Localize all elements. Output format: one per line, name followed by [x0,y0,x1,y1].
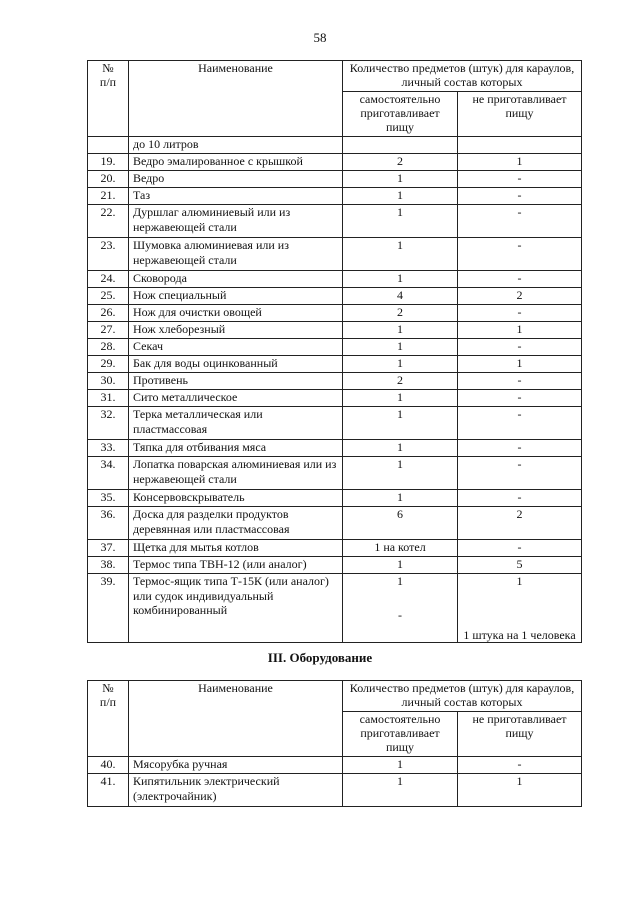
quantity-self-cook: 6 [343,507,458,540]
table-row [88,407,582,440]
quantity-not-cook: - [458,205,582,238]
quantity-self-cook: 1 [343,339,458,356]
quantity-not-cook: 1 [458,154,582,171]
item-name: Бак для воды оцинкованный [129,356,343,373]
item-name: Мясорубка ручная [129,757,343,774]
quantity-self-cook: 1 [343,557,458,574]
table-row [88,356,582,373]
item-number: 27. [88,322,129,339]
item-name: Щетка для мытья котлов [129,540,343,557]
quantity-not-cook: - [458,407,582,440]
table-row [88,507,582,540]
quantity-self-cook: 2 [343,154,458,171]
quantity-self-cook: 1 [343,407,458,440]
item-number: 28. [88,339,129,356]
item-name: Противень [129,373,343,390]
inventory-table-equipment [87,680,582,807]
page-number: 58 [313,30,327,45]
quantity-self-cook: 1 [343,774,458,807]
table-row [88,440,582,457]
quantity-self-cook: 1 [343,356,458,373]
column-header-not-cook: не приготавливает пищу [458,712,582,757]
section-title: III. Оборудование [267,650,373,665]
quantity-self-cook-alternative: - [398,607,402,622]
item-name: Лопатка поварская алюминиевая или из нержавеющей стали [129,457,343,490]
item-number: 32. [88,407,129,440]
table-row-continuation [88,137,582,154]
table-row [88,457,582,490]
quantity-self-cook: 1 [343,322,458,339]
quantity-not-cook: 1 [458,774,582,807]
quantity-self-cook: 2 [343,373,458,390]
table-row [88,757,582,774]
table-row [88,205,582,238]
item-number: 39. [88,574,129,643]
item-number: 31. [88,390,129,407]
item-number: 20. [88,171,129,188]
quantity-not-cook: 1 [516,574,523,588]
item-number: 25. [88,288,129,305]
column-header-number: № п/п [88,61,129,137]
item-name: до 10 литров [129,137,343,154]
item-name: Ведро эмалированное с крышкой [129,154,343,171]
item-name: Консервовскрыватель [129,490,343,507]
item-name: Доска для разделки продуктов деревянная или пластмассовая [129,507,343,540]
item-name: Таз [129,188,343,205]
table-row [88,188,582,205]
item-name: Дуршлаг алюминиевый или из нержавеющей стали [129,205,343,238]
inventory-table-kitchenware [87,60,582,643]
quantity-not-cook: - [458,171,582,188]
item-name: Сковорода [129,271,343,288]
quantity-self-cook: 1 [343,390,458,407]
item-name-alternative: или судок индивидуальный комбинированный [133,588,274,617]
item-number: 35. [88,490,129,507]
quantity-self-cook: 1 [343,457,458,490]
quantity-self-cook: 4 [343,288,458,305]
item-number: 37. [88,540,129,557]
table-row [88,490,582,507]
quantity-not-cook: - [458,457,582,490]
item-number: 19. [88,154,129,171]
item-number: 34. [88,457,129,490]
item-name: Сито металлическое [129,390,343,407]
quantity-self-cook: 1 [343,238,458,271]
item-name: Терка металлическая или пластмассовая [129,407,343,440]
item-number: 33. [88,440,129,457]
quantity-self-cook: 1 [343,757,458,774]
table-row [88,322,582,339]
quantity-self-cook: 1 [343,205,458,238]
quantity-not-cook-alternative: 1 штука на 1 человека [463,627,576,642]
quantity-not-cook: - [458,490,582,507]
quantity-not-cook: - [458,305,582,322]
item-number: 21. [88,188,129,205]
item-number: 41. [88,774,129,807]
item-name: Кипятильник электрический (электрочайник) [129,774,343,807]
quantity-not-cook: - [458,188,582,205]
item-name: Нож для очистки овощей [129,305,343,322]
quantity-self-cook: 2 [343,305,458,322]
table-row [88,540,582,557]
quantity-not-cook: 1 [458,322,582,339]
quantity-not-cook: - [458,238,582,271]
column-header-name: Наименование [129,61,343,137]
item-number: 23. [88,238,129,271]
column-header-self-cook: самостоятельно приготавливает пищу [343,92,458,137]
item-name: Нож хлеборезный [129,322,343,339]
quantity-not-cook: - [458,757,582,774]
item-name: Секач [129,339,343,356]
table-row [88,305,582,322]
quantity-self-cook: 1 [343,271,458,288]
quantity-not-cook: 1 [458,356,582,373]
table-row [88,339,582,356]
quantity-not-cook: - [458,390,582,407]
quantity-not-cook: - [458,339,582,356]
table-row [88,288,582,305]
item-number: 38. [88,557,129,574]
item-number: 40. [88,757,129,774]
item-number: 22. [88,205,129,238]
quantity-self-cook: 1 [343,188,458,205]
item-number: 24. [88,271,129,288]
table-row [88,557,582,574]
column-header-self-cook: самостоятельно приготавливает пищу [343,712,458,757]
quantity-not-cook: - [458,440,582,457]
item-number: 30. [88,373,129,390]
column-header-name: Наименование [129,681,343,757]
item-name: Термос-ящик типа Т-15К (или аналог) [133,574,329,588]
column-header-number: № п/п [88,681,129,757]
table-row [88,238,582,271]
quantity-not-cook: - [458,271,582,288]
item-name: Нож специальный [129,288,343,305]
item-number: 36. [88,507,129,540]
column-header-quantity: Количество предметов (штук) для караулов, личный состав которых [343,681,582,712]
quantity-not-cook: - [458,373,582,390]
table-row [88,774,582,807]
quantity-not-cook: 5 [458,557,582,574]
quantity-not-cook: 2 [458,507,582,540]
item-number: 29. [88,356,129,373]
quantity-self-cook: 1 [343,440,458,457]
quantity-not-cook: - [458,540,582,557]
quantity-self-cook: 1 [397,574,403,588]
column-header-not-cook: не приготавливает пищу [458,92,582,137]
item-name: Тяпка для отбивания мяса [129,440,343,457]
quantity-self-cook: 1 [343,490,458,507]
quantity-self-cook: 1 [343,171,458,188]
item-number: 26. [88,305,129,322]
quantity-not-cook: 2 [458,288,582,305]
table-row [88,154,582,171]
table-row [88,373,582,390]
item-name: Ведро [129,171,343,188]
table-row [88,271,582,288]
item-name: Термос типа ТВН-12 (или аналог) [129,557,343,574]
quantity-self-cook: 1 на котел [343,540,458,557]
table-row [88,574,582,643]
table-row [88,390,582,407]
item-name: Шумовка алюминиевая или из нержавеющей стали [129,238,343,271]
column-header-quantity: Количество предметов (штук) для караулов, личный состав которых [343,61,582,92]
table-row [88,171,582,188]
